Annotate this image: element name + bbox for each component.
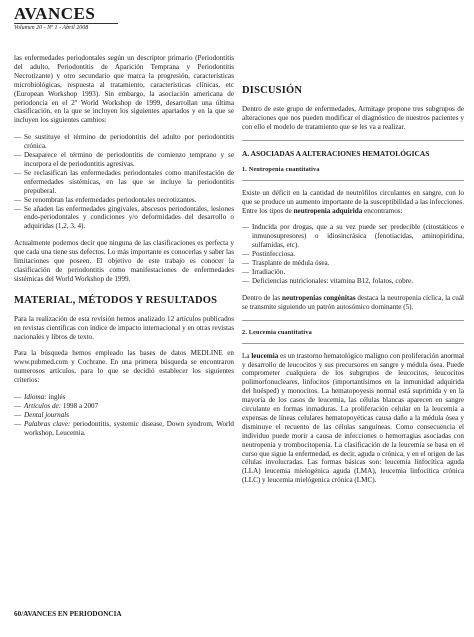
changes-list xyxy=(14,133,234,231)
text-run: destaca la neutropenia cíclica, la cuál se transmite siguiendo un patrón autosómico dominante (5). xyxy=(242,293,464,311)
criteria-value: inglés xyxy=(46,393,66,402)
divider xyxy=(242,320,464,321)
list-item: — Inducida por drogas, que a su vez puede ser predecible (citostáticos e inmunosupresores) o idiosincrásica (fenotiacidas, aminopiridina, sulfamidas, etc). xyxy=(242,223,464,250)
journal-title: AVANCES xyxy=(14,4,96,23)
criteria-label: Dental journals xyxy=(24,410,70,419)
section-heading: DISCUSIÓN xyxy=(242,85,303,96)
bold-term: neutropenias congénitas xyxy=(282,293,356,302)
criteria-value: periodontitis, systemic disease, Down syndrom, World workshop, Leucemia. xyxy=(24,419,234,437)
subsection-heading: A. ASOCIADAS A ALTERACIONES HEMATOLÓGICAS xyxy=(242,148,430,158)
paragraph: las enfermedades periodontales según un descriptor primario (Periodontitis del adulto, Periodontitis de Aparición Temprana y Periodontitis Necrotizante) y otro secundario que marca la progresión, características microbiológicas, respuesta al tratamiento, características clínicas, etc (European Workshop 1993). Sin embargo, la asociación americana de periodoncia en el 2º World Workshop de 1999, desarrollan una última clasificación, en la que se incluyen los siguientes apartados y en la que se incluyen los siguientes cambios: xyxy=(14,54,234,125)
list-item: — Se añaden las enfermedades gingivales, abscesos periodontales, lesiones endo-periodontales y condiciones y/o deformidades del desarrollo o adquiridas (1,2, 3, 4). xyxy=(14,205,234,232)
divider xyxy=(242,343,464,344)
paragraph xyxy=(242,294,464,312)
bold-term: neutropenia adquirida xyxy=(293,206,363,215)
criteria-label: Palabras clave: xyxy=(24,419,71,428)
paragraph: Actualmente podemos decir que ninguna de las clasificaciones es perfecta y que cada una tiene sus defectos. Lo más importante es conocerlas y saber las limitaciones que poseen. El objetivo de este trabajo es conocer la clasificación de periodontitis como manifestaciones de enfermedades sistémicas del World Workshop de 1999. xyxy=(14,239,234,283)
text-run: es un trastorno hematológico maligno con proliferación anormal y desarrollo de leucocitos y sus precursores en sangre y médula ósea. Puede comprometer cualquiera de los subgrupos de leucocitos, leucocitos polimorfonucleares, linfocitos (importantísimos en la inmunidad adquirida del huésped) y monocitos. La hematopoyesis normal está suprimida y en la mayoría de los casos de leucemia, las células blancas aparecen en sangre circulante en formas inmaduras. La proliferación celular en la leucemia a expensas de líneas celulares hematopoyéticas causa daño a la médula ósea y disminuye el recuento de las células sanguíneas. Como consecuencia el individuo puede morir a causa de infecciones o hemorragias asociadas con neutropenia y trombocitopenia. La clasificación de la leucemia se basa en el curso que sigue la enfermedad, es decir, aguda o crónica, y en el origen de las células involucradas. Las formas básicas son: leucemia linfocítica aguda (LLA) leucemia mielogénica aguda (LMA), leucemia linfocítica crónica (LLC) y leucemia mielógenica crónica (LMC). xyxy=(242,351,464,485)
text-run: La xyxy=(242,351,252,360)
list-item: — Se renombran las enfermedades periodontales necrotizantes. xyxy=(14,196,234,205)
text-run: Existe un déficit en la cantidad de neutrófilos circulantes en sangre, con lo que se produce un aumento importante de la susceptibilidad a las infecciones. Entre los tipos de xyxy=(242,188,464,215)
list-item xyxy=(14,411,234,420)
page-footer: 60/AVANCES EN PERIODONCIA xyxy=(14,610,122,618)
criteria-label: Artículos de: xyxy=(24,402,62,410)
list-item: — Postinfecciosa. xyxy=(242,250,464,259)
section-heading: MATERIAL, MÉTODOS Y RESULTADOS xyxy=(14,294,218,306)
paragraph: Para la búsqueda hemos empleado las bases de datos MEDLINE en www.pubmed.com y Cochrane. En una primera búsqueda se encontraron numerosos artículos, para lo que se decidió establecer los siguientes criterios: xyxy=(14,349,234,385)
divider xyxy=(242,180,464,181)
list-item xyxy=(14,420,234,438)
left-column xyxy=(14,54,234,446)
paragraph xyxy=(242,352,464,486)
list-item: — Desaparece el término de periodontitis de comienzo temprano y se incorpora el de periodontitis agresivas. xyxy=(14,151,234,169)
neutropenia-list xyxy=(242,223,464,285)
subsubsection-heading: 1. Neutropenia cuantitativa xyxy=(242,165,320,173)
criteria-list xyxy=(14,393,234,438)
list-item xyxy=(14,402,234,411)
paragraph: Dentro de este grupo de enfermedades, Armitage propone tres subgrupos de alteraciones que nos pueden modificar el diagnóstico de nuestros pacientes y con ello el modelo de tratamiento que se les va a realizar. xyxy=(242,105,464,131)
list-item: — Trasplante de médula ósea. xyxy=(242,259,464,268)
right-column xyxy=(242,84,464,493)
list-item: — Se sustituye el término de periodontitis del adulto por periodontitis crónica. xyxy=(14,133,234,151)
criteria-label: Idioma: xyxy=(24,393,47,402)
divider xyxy=(242,140,464,141)
bold-term: leucemia xyxy=(251,351,279,360)
subsubsection-heading: 2. Leucemia cuantitativa xyxy=(242,328,312,336)
criteria-value: 1998 a 2007 xyxy=(61,402,99,410)
journal-issue: Volumen 20 - Nº 1 - Abril 2008 xyxy=(14,25,89,31)
text-run: encontramos: xyxy=(362,206,403,215)
list-item: — Deficiencias nutricionales: vitamina B12, folatos, cobre. xyxy=(242,277,464,286)
list-item xyxy=(14,393,234,402)
journal-header xyxy=(14,5,118,32)
paragraph: Para la realización de esta revisión hemos analizado 12 artículos publicados en revistas científicas con índice de impacto internacional y en otras revistas nacionales y libros de texto. xyxy=(14,314,234,341)
list-item: — Irradiación. xyxy=(242,268,464,277)
paragraph xyxy=(242,189,464,216)
list-item: — Se reclasifican las enfermedades periodontales como manifestación de enfermedades sistémicas, en las que se incluye la periodontitis prepuberal. xyxy=(14,169,234,196)
text-run: Dentro de las xyxy=(242,293,283,302)
header-rule xyxy=(14,23,118,24)
